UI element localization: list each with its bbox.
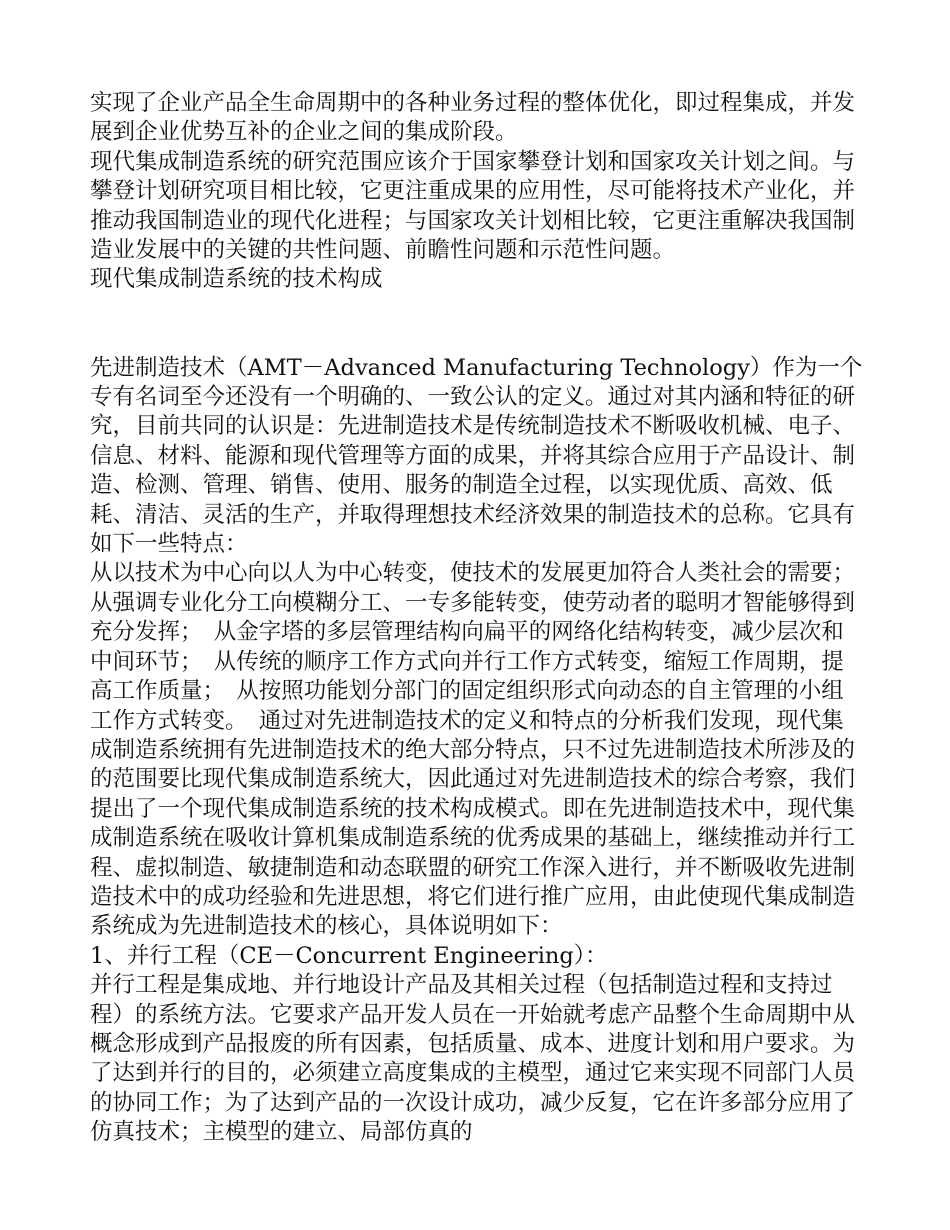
paragraph-amt-definition: 先进制造技术（AMT－Advanced Manufacturing Technology）作为一个专有名词至今还没有一个明确的、一致公认的定义。通过对其内涵和特征的研究，目前共同的认识是：先进制造技术是传统制造技术不断吸收机械、电子、信息、材料、能源和现代管理等方面的成果，并将其综合应用于产品设计、制造、检测、管理、销售、使用、服务的制造全过程，以实现优质、高效、低耗、清洁、灵活的生产，并取得理想技术经济效果的制造技术的总称。它具有如下一些特点： — [90, 354, 863, 558]
paragraph-research-scope: 现代集成制造系统的研究范围应该介于国家攀登计划和国家攻关计划之间。与攀登计划研究项目相比较，它更注重成果的应用性，尽可能将技术产业化，并推动我国制造业的现代化进程；与国家攻关计划相比较，它更注重解决我国制造业发展中的关键的共性问题、前瞻性问题和示范性问题。 — [90, 148, 856, 264]
paragraph-concurrent-engineering: 并行工程是集成地、并行地设计产品及其相关过程（包括制造过程和支持过程）的系统方法。它要求产品开发人员在一开始就考虑产品整个生命周期中从概念形成到产品报废的所有因素，包括质量、成本、进度计划和用户要求。为了达到并行的目的，必须建立高度集成的主模型，通过它来实现不同部门人员的协同工作；为了达到产品的一次设计成功，减少反复，它在许多部分应用了仿真技术；主模型的建立、局部仿真的 — [90, 972, 856, 1146]
paragraph-amt-features: 从以技术为中心向以人为中心转变，使技术的发展更加符合人类社会的需要； 从强调专业化分工向模糊分工、一专多能转变，使劳动者的聪明才智能够得到充分发挥； 从金字塔的多层管理结构向扁平的网络化结构转变，减少层次和中间环节； 从传统的顺序工作方式向并行工作方式转变，缩短工作周期，提高工作质量； 从按照功能划分部门的固定组织形式向动态的自主管理的小组工作方式转变。 通过对先进制造技术的定义和特点的分析我们发现，现代集成制造系统拥有先进制造技术的绝大部分特点，只不过先进制造技术所涉及的的范围要比现代集成制造系统大，因此通过对先进制造技术的综合考察，我们提出了一个现代集成制造系统的技术构成模式。即在先进制造技术中，现代集成制造系统在吸收计算机集成制造系统的优秀成果的基础上，继续推动并行工程、虚拟制造、敏捷制造和动态联盟的研究工作深入进行，并不断吸收先进制造技术中的成功经验和先进思想，将它们进行推广应用，由此使现代集成制造系统成为先进制造技术的核心，具体说明如下： — [90, 560, 867, 940]
paragraph-process-integration: 实现了企业产品全生命周期中的各种业务过程的整体优化，即过程集成，并发展到企业优势互补的企业之间的集成阶段。 — [90, 90, 856, 146]
document-page — [90, 89, 866, 1148]
list-item-concurrent-engineering: 1、并行工程（CE－Concurrent Engineering）： — [90, 942, 608, 969]
section-heading: 现代集成制造系统的技术构成 — [90, 266, 383, 293]
blank-line — [90, 295, 866, 354]
